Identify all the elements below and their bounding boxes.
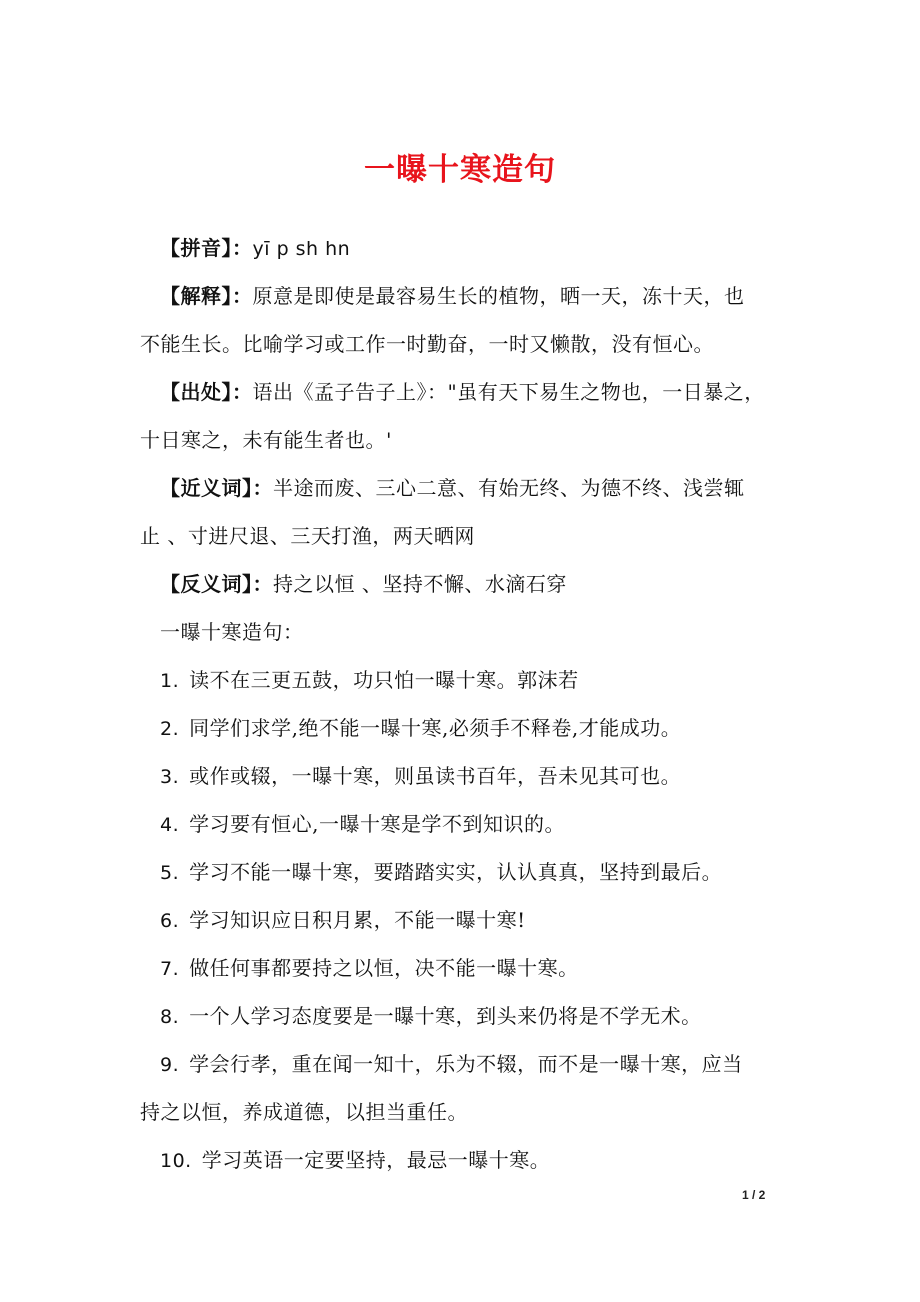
list-item-number: 6.: [160, 910, 180, 932]
list-item: [160, 762, 681, 791]
list-item: [160, 906, 526, 935]
pinyin-label: 【拼音】：: [160, 236, 253, 260]
synonym-line-1: [160, 474, 745, 502]
list-item-number: 1.: [160, 670, 180, 692]
explain-line-1: [160, 282, 745, 310]
list-item-text: 读不在三更五鼓，功只怕一曝十寒。郭沫若: [189, 668, 579, 692]
list-item: [160, 810, 565, 839]
list-item-number: 2.: [160, 718, 180, 740]
synonym-line-2: 止 、寸进尺退、三天打渔，两天晒网: [140, 524, 475, 548]
list-item-number: 9.: [160, 1054, 180, 1076]
list-item-number: 5.: [160, 862, 180, 884]
list-item-number: 10.: [160, 1150, 192, 1172]
source-line-2: 十日寒之，未有能生者也。': [140, 428, 392, 452]
pinyin-line: [160, 234, 350, 263]
list-item-number: 4.: [160, 814, 180, 836]
explain-text-1: 原意是即使是最容易生长的植物，晒一天，冻十天，也: [252, 284, 745, 308]
list-item-text: 学习知识应日积月累，不能一曝十寒!: [189, 908, 526, 932]
pinyin-value: yī p sh hn: [252, 238, 351, 260]
list-item: [160, 666, 579, 695]
document-title: 一曝十寒造句: [364, 152, 556, 188]
list-item: [160, 1146, 550, 1175]
explain-line-2: 不能生长。比喻学习或工作一时勤奋，一时又懒散，没有恒心。: [140, 332, 714, 356]
list-item-continuation: 持之以恒，养成道德，以担当重任。: [140, 1100, 468, 1124]
synonym-label: 【近义词】：: [160, 476, 273, 500]
list-item-text: 学会行孝，重在闻一知十，乐为不辍，而不是一曝十寒，应当: [189, 1052, 743, 1076]
source-line-1: [160, 378, 765, 406]
list-item: [160, 858, 722, 887]
list-item: [160, 1002, 702, 1031]
list-item-text: 学习不能一曝十寒，要踏踏实实，认认真真，坚持到最后。: [189, 860, 723, 884]
antonym-text: 持之以恒 、坚持不懈、水滴石穿: [273, 572, 567, 596]
explain-label: 【解释】：: [160, 284, 253, 308]
page-number: 1 / 2: [742, 1188, 766, 1202]
list-item: [160, 1050, 743, 1079]
list-item-number: 8.: [160, 1006, 180, 1028]
list-item-number: 3.: [160, 766, 180, 788]
list-item-text: 一个人学习态度要是一曝十寒，到头来仍将是不学无术。: [189, 1004, 702, 1028]
list-item-text: 学习要有恒心,一曝十寒是学不到知识的。: [189, 812, 565, 836]
source-label: 【出处】：: [160, 380, 253, 404]
synonym-text-1: 半途而废、三心二意、有始无终、为德不终、浅尝辄: [273, 476, 745, 500]
list-item: [160, 954, 579, 983]
list-item-text: 或作或辍，一曝十寒，则虽读书百年，吾未见其可也。: [189, 764, 682, 788]
list-item-text: 做任何事都要持之以恒，决不能一曝十寒。: [189, 956, 579, 980]
examples-heading: 一曝十寒造句：: [160, 620, 304, 644]
antonym-line: [160, 570, 567, 598]
list-item-text: 学习英语一定要坚持，最忌一曝十寒。: [201, 1148, 551, 1172]
list-item-number: 7.: [160, 958, 180, 980]
list-item-text: 同学们求学,绝不能一曝十寒,必须手不释卷,才能成功。: [189, 716, 682, 740]
antonym-label: 【反义词】：: [160, 572, 273, 596]
list-item: [160, 714, 681, 743]
source-text-1: 语出《孟子告子上》："虽有天下易生之物也，一日暴之，: [252, 380, 765, 404]
